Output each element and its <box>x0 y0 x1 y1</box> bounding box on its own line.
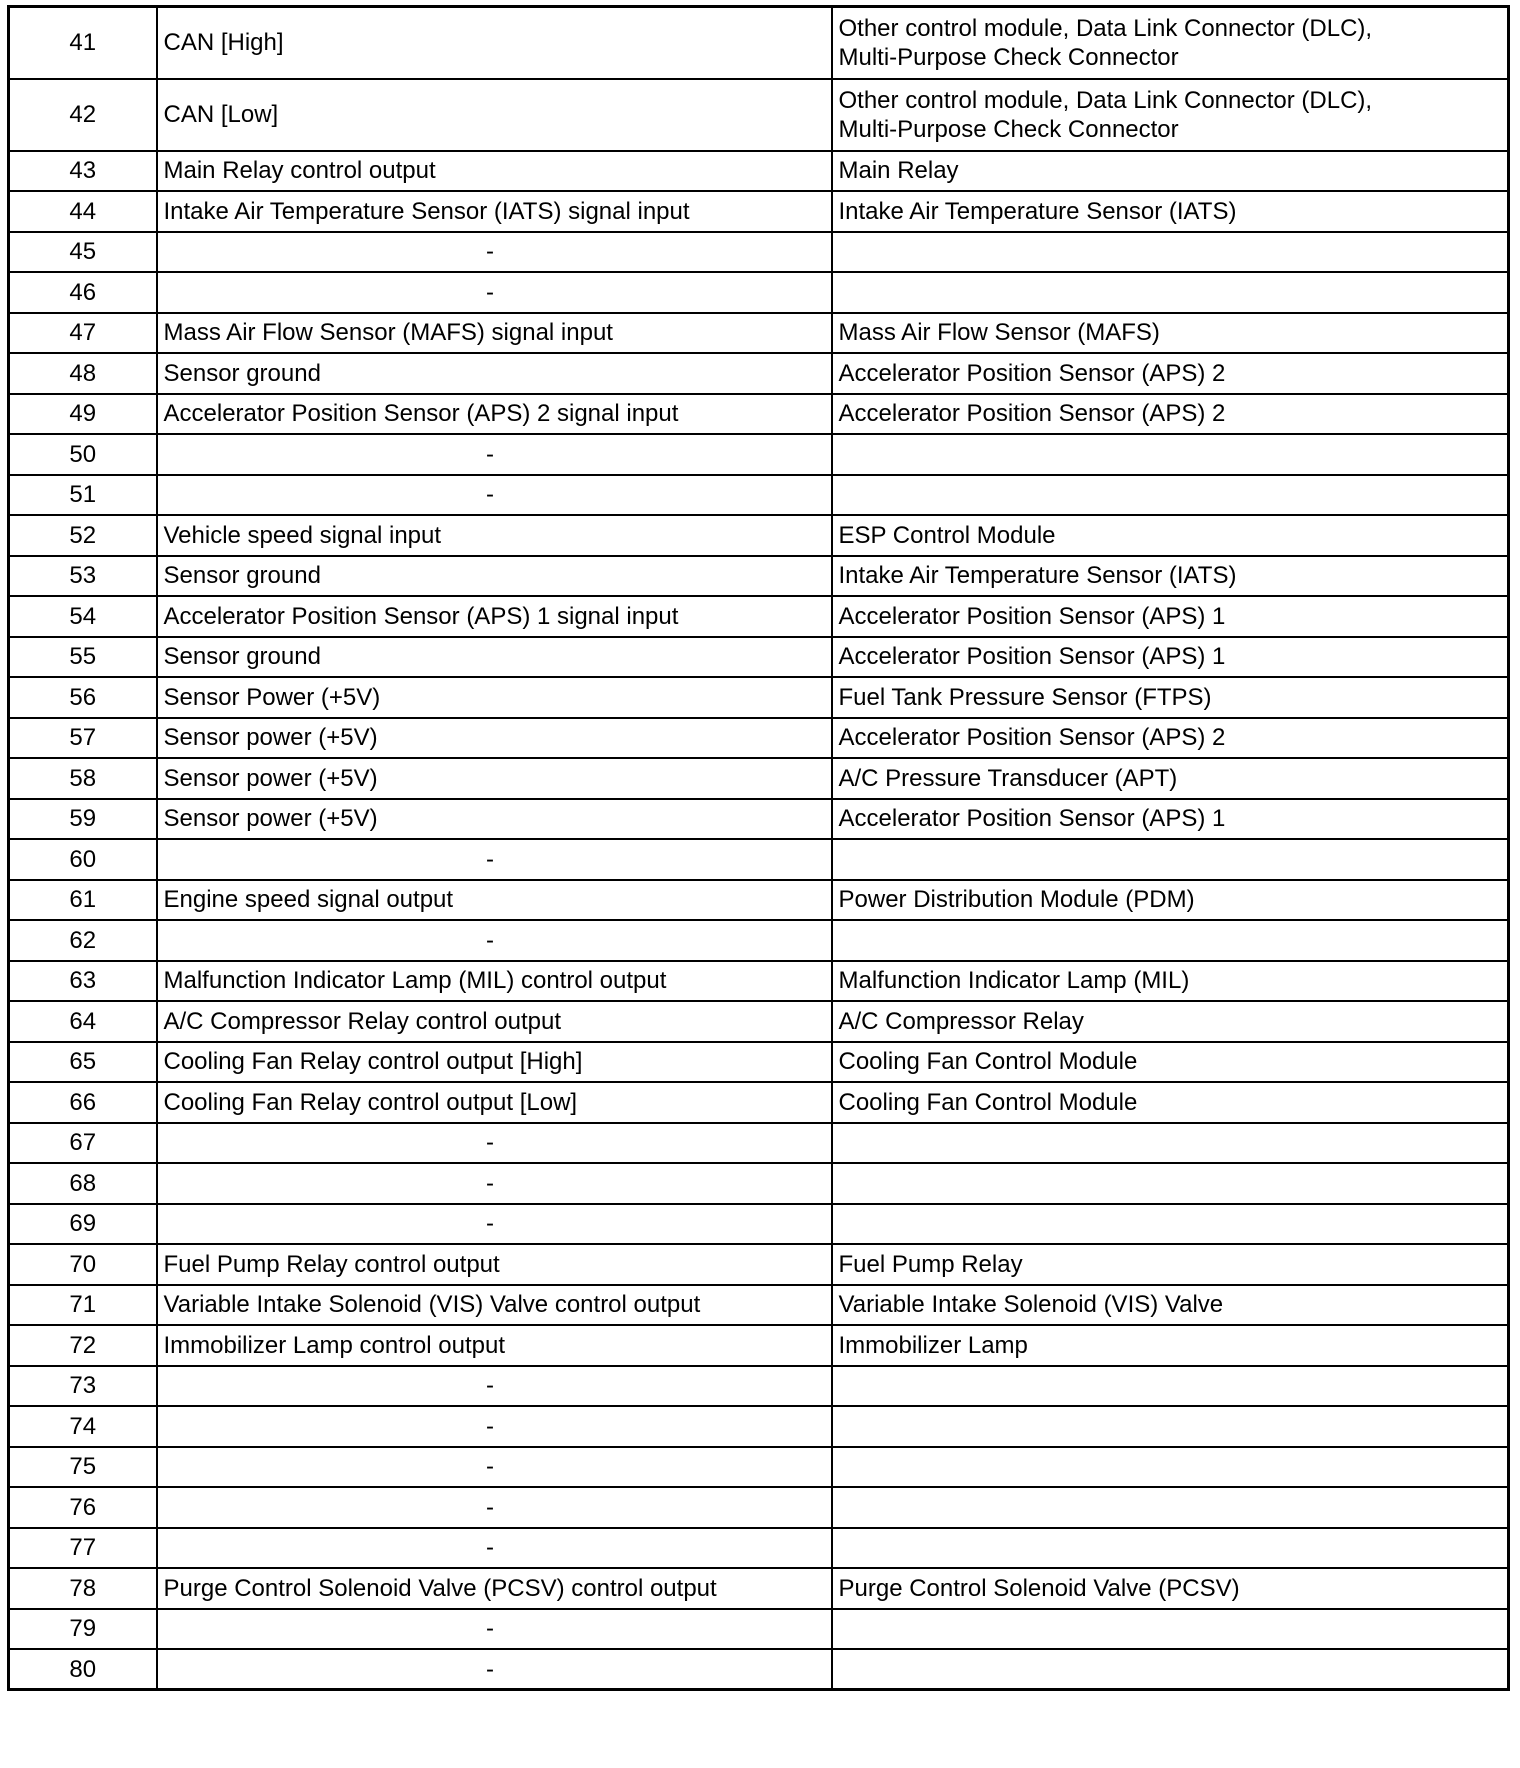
pin-number-cell: 77 <box>9 1528 157 1569</box>
pin-number-cell: 46 <box>9 272 157 313</box>
unused-pin-dash: - <box>486 1493 494 1521</box>
connected-to-cell <box>832 1406 1509 1447</box>
table-row <box>9 79 1509 151</box>
connected-to-cell: Main Relay <box>832 151 1509 192</box>
pin-number-cell: 53 <box>9 556 157 597</box>
pin-number-cell: 70 <box>9 1244 157 1285</box>
unused-pin-dash: - <box>486 1615 494 1643</box>
pin-number-cell: 45 <box>9 232 157 273</box>
pin-number-cell: 75 <box>9 1447 157 1488</box>
pin-number-cell: 66 <box>9 1082 157 1123</box>
table-row <box>9 475 1509 516</box>
table-row <box>9 1123 1509 1164</box>
table-row <box>9 677 1509 718</box>
pin-number-cell: 48 <box>9 353 157 394</box>
pin-number-cell: 80 <box>9 1649 157 1690</box>
pin-number-cell: 57 <box>9 718 157 759</box>
unused-pin-dash: - <box>486 238 494 266</box>
pin-description-cell <box>157 232 832 273</box>
connected-to-cell <box>832 1609 1509 1650</box>
pin-description-cell <box>157 434 832 475</box>
table-row <box>9 637 1509 678</box>
table-row <box>9 1001 1509 1042</box>
connected-to-cell: Variable Intake Solenoid (VIS) Valve <box>832 1285 1509 1326</box>
pin-number-cell: 58 <box>9 758 157 799</box>
unused-pin-dash: - <box>486 440 494 468</box>
table-row <box>9 1568 1509 1609</box>
table-row <box>9 1609 1509 1650</box>
connected-to-cell <box>832 1204 1509 1245</box>
pin-description-cell: Accelerator Position Sensor (APS) 1 signal input <box>157 596 832 637</box>
table-row <box>9 1487 1509 1528</box>
pin-number-cell: 74 <box>9 1406 157 1447</box>
connected-to-cell: Intake Air Temperature Sensor (IATS) <box>832 556 1509 597</box>
pin-number-cell: 60 <box>9 839 157 880</box>
pin-description-cell <box>157 1163 832 1204</box>
unused-pin-dash: - <box>486 1412 494 1440</box>
connected-to-cell: Accelerator Position Sensor (APS) 2 <box>832 718 1509 759</box>
connected-to-cell <box>832 1487 1509 1528</box>
pin-number-cell: 55 <box>9 637 157 678</box>
table-row <box>9 1325 1509 1366</box>
pin-description-cell <box>157 1447 832 1488</box>
connected-to-cell <box>832 920 1509 961</box>
pin-number-cell: 42 <box>9 79 157 151</box>
connected-to-cell: ESP Control Module <box>832 515 1509 556</box>
pin-description-cell: A/C Compressor Relay control output <box>157 1001 832 1042</box>
table-row <box>9 1082 1509 1123</box>
table-row <box>9 1406 1509 1447</box>
connected-to-cell: A/C Compressor Relay <box>832 1001 1509 1042</box>
pin-description-cell: Malfunction Indicator Lamp (MIL) control output <box>157 961 832 1002</box>
pin-description-cell: Sensor power (+5V) <box>157 799 832 840</box>
unused-pin-dash: - <box>486 1372 494 1400</box>
pin-number-cell: 59 <box>9 799 157 840</box>
pin-description-cell: Sensor ground <box>157 556 832 597</box>
connected-to-cell <box>832 839 1509 880</box>
connected-to-cell: Power Distribution Module (PDM) <box>832 880 1509 921</box>
connected-to-cell <box>832 232 1509 273</box>
pin-number-cell: 67 <box>9 1123 157 1164</box>
table-row <box>9 1528 1509 1569</box>
connected-to-cell <box>832 434 1509 475</box>
pin-description-cell <box>157 1366 832 1407</box>
unused-pin-dash: - <box>486 1534 494 1562</box>
unused-pin-dash: - <box>486 278 494 306</box>
pin-number-cell: 43 <box>9 151 157 192</box>
connected-to-cell: Fuel Pump Relay <box>832 1244 1509 1285</box>
connected-to-cell: A/C Pressure Transducer (APT) <box>832 758 1509 799</box>
pin-number-cell: 79 <box>9 1609 157 1650</box>
pin-number-cell: 62 <box>9 920 157 961</box>
pin-description-cell <box>157 1528 832 1569</box>
pin-description-cell <box>157 1204 832 1245</box>
table-row <box>9 880 1509 921</box>
pin-description-cell: Cooling Fan Relay control output [High] <box>157 1042 832 1083</box>
pin-description-cell <box>157 1649 832 1690</box>
table-row <box>9 961 1509 1002</box>
pin-description-cell <box>157 1406 832 1447</box>
connected-to-cell <box>832 1649 1509 1690</box>
table-row <box>9 1366 1509 1407</box>
pin-number-cell: 63 <box>9 961 157 1002</box>
pin-number-cell: 65 <box>9 1042 157 1083</box>
pin-number-cell: 76 <box>9 1487 157 1528</box>
connected-to-cell <box>832 1366 1509 1407</box>
pin-description-cell <box>157 920 832 961</box>
pin-number-cell: 50 <box>9 434 157 475</box>
table-row <box>9 1649 1509 1690</box>
table-row <box>9 758 1509 799</box>
pin-description-cell: Cooling Fan Relay control output [Low] <box>157 1082 832 1123</box>
table-row <box>9 394 1509 435</box>
pin-description-cell: Sensor power (+5V) <box>157 718 832 759</box>
connected-to-cell: Cooling Fan Control Module <box>832 1042 1509 1083</box>
connected-to-cell <box>832 1163 1509 1204</box>
pin-description-cell: Accelerator Position Sensor (APS) 2 signal input <box>157 394 832 435</box>
connected-to-cell: Accelerator Position Sensor (APS) 1 <box>832 596 1509 637</box>
pin-description-cell: CAN [High] <box>157 7 832 79</box>
pin-description-cell: Intake Air Temperature Sensor (IATS) signal input <box>157 191 832 232</box>
connected-to-cell: Accelerator Position Sensor (APS) 1 <box>832 799 1509 840</box>
table-row <box>9 1285 1509 1326</box>
pin-number-cell: 71 <box>9 1285 157 1326</box>
connected-to-cell: Immobilizer Lamp <box>832 1325 1509 1366</box>
pin-description-cell: Sensor ground <box>157 353 832 394</box>
table-row <box>9 313 1509 354</box>
pin-description-cell: Variable Intake Solenoid (VIS) Valve control output <box>157 1285 832 1326</box>
connected-to-cell <box>832 272 1509 313</box>
pin-description-cell: Sensor ground <box>157 637 832 678</box>
unused-pin-dash: - <box>486 1129 494 1157</box>
connected-to-cell: Accelerator Position Sensor (APS) 1 <box>832 637 1509 678</box>
unused-pin-dash: - <box>486 481 494 509</box>
table-row <box>9 1163 1509 1204</box>
table-row <box>9 596 1509 637</box>
pin-number-cell: 56 <box>9 677 157 718</box>
pin-number-cell: 47 <box>9 313 157 354</box>
connected-to-cell: Other control module, Data Link Connector (DLC), Multi-Purpose Check Connector <box>832 7 1509 79</box>
table-row <box>9 272 1509 313</box>
table-row <box>9 1204 1509 1245</box>
pin-description-cell: Fuel Pump Relay control output <box>157 1244 832 1285</box>
pin-number-cell: 41 <box>9 7 157 79</box>
connected-to-cell <box>832 1447 1509 1488</box>
pin-description-cell <box>157 1487 832 1528</box>
table-row <box>9 232 1509 273</box>
unused-pin-dash: - <box>486 1210 494 1238</box>
connected-to-cell: Accelerator Position Sensor (APS) 2 <box>832 353 1509 394</box>
pin-number-cell: 73 <box>9 1366 157 1407</box>
table-row <box>9 434 1509 475</box>
table-row <box>9 920 1509 961</box>
pin-description-cell: Vehicle speed signal input <box>157 515 832 556</box>
connected-to-cell: Cooling Fan Control Module <box>832 1082 1509 1123</box>
pin-description-cell <box>157 1123 832 1164</box>
unused-pin-dash: - <box>486 1169 494 1197</box>
table-row <box>9 1447 1509 1488</box>
pin-description-cell: Mass Air Flow Sensor (MAFS) signal input <box>157 313 832 354</box>
pin-description-cell: CAN [Low] <box>157 79 832 151</box>
pin-description-cell <box>157 272 832 313</box>
connected-to-cell <box>832 475 1509 516</box>
unused-pin-dash: - <box>486 1453 494 1481</box>
pin-number-cell: 61 <box>9 880 157 921</box>
pin-description-cell: Engine speed signal output <box>157 880 832 921</box>
pin-description-cell: Main Relay control output <box>157 151 832 192</box>
pin-number-cell: 69 <box>9 1204 157 1245</box>
table-row <box>9 1042 1509 1083</box>
pin-number-cell: 54 <box>9 596 157 637</box>
pin-description-cell: Immobilizer Lamp control output <box>157 1325 832 1366</box>
connected-to-cell: Fuel Tank Pressure Sensor (FTPS) <box>832 677 1509 718</box>
pin-number-cell: 51 <box>9 475 157 516</box>
connected-to-cell: Other control module, Data Link Connector (DLC), Multi-Purpose Check Connector <box>832 79 1509 151</box>
pin-description-cell <box>157 475 832 516</box>
pin-description-cell <box>157 1609 832 1650</box>
pin-description-cell: Sensor power (+5V) <box>157 758 832 799</box>
connected-to-cell <box>832 1123 1509 1164</box>
table-row <box>9 515 1509 556</box>
pin-number-cell: 64 <box>9 1001 157 1042</box>
pin-table <box>7 5 1510 1691</box>
unused-pin-dash: - <box>486 845 494 873</box>
table-row <box>9 718 1509 759</box>
connected-to-cell: Malfunction Indicator Lamp (MIL) <box>832 961 1509 1002</box>
connected-to-cell: Purge Control Solenoid Valve (PCSV) <box>832 1568 1509 1609</box>
pin-number-cell: 44 <box>9 191 157 232</box>
pin-number-cell: 52 <box>9 515 157 556</box>
pin-description-cell: Sensor Power (+5V) <box>157 677 832 718</box>
pin-description-cell <box>157 839 832 880</box>
pin-table-body <box>9 7 1509 1690</box>
table-row <box>9 353 1509 394</box>
connected-to-cell: Accelerator Position Sensor (APS) 2 <box>832 394 1509 435</box>
table-row <box>9 799 1509 840</box>
unused-pin-dash: - <box>486 1655 494 1683</box>
pin-number-cell: 68 <box>9 1163 157 1204</box>
table-row <box>9 839 1509 880</box>
table-row <box>9 556 1509 597</box>
table-row <box>9 1244 1509 1285</box>
pin-number-cell: 49 <box>9 394 157 435</box>
table-row <box>9 151 1509 192</box>
table-row <box>9 191 1509 232</box>
connected-to-cell: Intake Air Temperature Sensor (IATS) <box>832 191 1509 232</box>
connected-to-cell <box>832 1528 1509 1569</box>
unused-pin-dash: - <box>486 926 494 954</box>
table-row <box>9 7 1509 79</box>
pin-number-cell: 72 <box>9 1325 157 1366</box>
pin-number-cell: 78 <box>9 1568 157 1609</box>
connected-to-cell: Mass Air Flow Sensor (MAFS) <box>832 313 1509 354</box>
pin-description-cell: Purge Control Solenoid Valve (PCSV) control output <box>157 1568 832 1609</box>
